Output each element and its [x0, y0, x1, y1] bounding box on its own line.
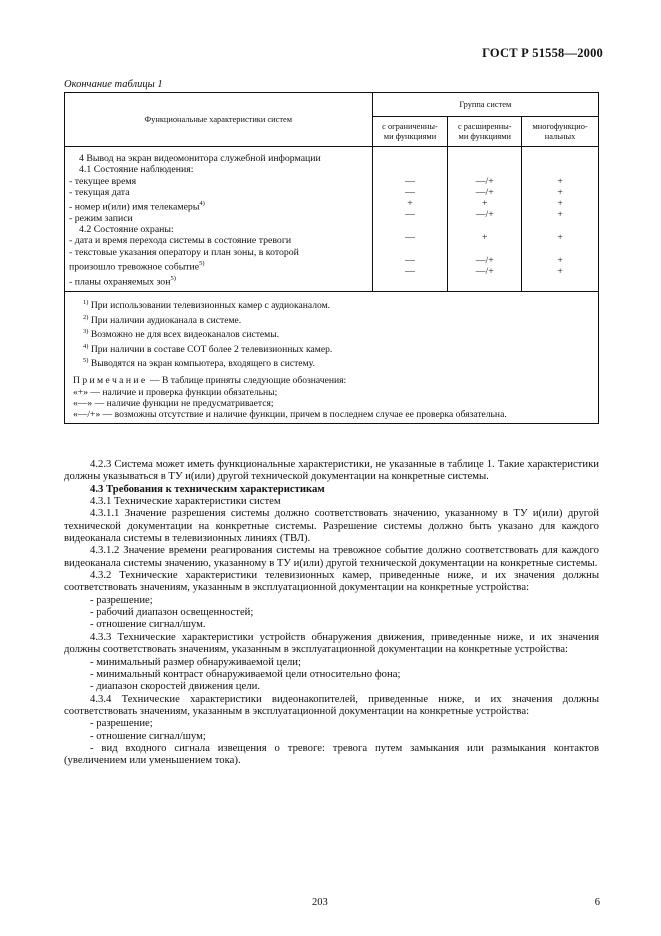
list-4-3-2: [64, 594, 599, 631]
table-cell-mark: [522, 153, 598, 164]
table-row-label: 4.1 Состояние наблюдения:: [79, 164, 194, 176]
table-note: [73, 375, 592, 386]
list-4-3-4: [64, 717, 599, 742]
paragraph-4-3-1-1: 4.3.1.1 Значение разрешения системы должно соответствовать значению, указанному в ТУ и(или) другой технической документации на конкретные системы. Разрешение системы должно быть указано для каждого видеоканала системы в телевизионных линиях (ТВЛ).: [64, 507, 599, 545]
table-cell-mark: +: [557, 232, 563, 244]
footnote: $^{1)}$ При использовании телевизионных камер с аудиоканалом.: [83, 299, 331, 312]
table-cell-mark: +: [557, 175, 563, 187]
table-cell-mark: [522, 221, 598, 232]
marks-multifunctional: [522, 147, 599, 292]
table-cell-mark: +: [557, 198, 563, 210]
table-cell-mark: +: [557, 254, 563, 266]
table-footnotes: [65, 292, 599, 424]
list-item: - диапазон скоростей движения цели.: [90, 680, 260, 693]
paragraph-4-3-2: 4.3.2 Технические характеристики телевизионных камер, приведенные ниже, и их значения должны соответствовать значениям, указанным в эксплуатационной документации на конкретные устройства:: [64, 569, 599, 594]
marks-extended: [448, 147, 522, 292]
footnote: $^{2)}$ При наличии аудиоканала в системе.: [83, 313, 242, 326]
note-line: «—/+» — возможны отсутствие и наличие функции, причем в последнем случае ее проверка обязательна.: [73, 409, 507, 421]
table-row-label: - планы охраняемых зон$^{5)}$: [69, 274, 176, 287]
sub-header-line: нальных: [544, 131, 576, 141]
table-cell-mark: [522, 164, 598, 175]
table-cell-mark: +: [557, 186, 563, 198]
table-cell-mark: [373, 153, 448, 164]
paragraph-4-2-3: 4.2.3 Система может иметь функциональные характеристики, не указанные в таблице 1. Такие характеристики должны указываться в ТУ и(или) другой технической документации на конкретные системы.: [64, 458, 599, 483]
table-cell-mark: [522, 243, 598, 254]
table-cell-mark: —: [405, 232, 415, 244]
sub-header-line: с расширенны-: [457, 121, 512, 131]
sub-header-line: ми функциями: [458, 131, 511, 141]
standard-header: ГОСТ Р 51558—2000: [482, 46, 603, 60]
column-header-extended: [448, 117, 522, 147]
table-cell-mark: [373, 164, 448, 175]
table-row-label: - дата и время перехода системы в состояние тревоги: [69, 235, 292, 247]
table-caption: Окончание таблицы 1: [64, 79, 163, 90]
table-cell-mark: —: [405, 186, 415, 198]
table-row-label: произошло тревожное событие$^{5)}$: [69, 259, 205, 273]
list-item: - минимальный контраст обнаруживаемой цели относительно фона;: [90, 667, 401, 680]
note-line: «—» — наличие функции не предусматривается;: [73, 398, 274, 410]
table-row-label: 4 Вывод на экран видеомонитора служебной информации: [79, 153, 321, 164]
paragraph-4-3-4: 4.3.4 Технические характеристики видеонакопителей, приведенные ниже, и их значения должны соответствовать значениям, указанным в эксплуатационной документации на конкретные устройства:: [64, 692, 599, 717]
paragraph-4-3-1: 4.3.1 Технические характеристики систем: [90, 495, 281, 508]
footnote: $^{5)}$ Выводятся на экран компьютера, входящего в систему.: [83, 357, 315, 370]
table-row-label: - режим записи: [69, 212, 133, 224]
column-header-group: Группа систем: [372, 93, 598, 117]
table-cell-mark: [373, 243, 448, 254]
table-row-label: - текстовые указания оператору и план зоны, в которой: [69, 246, 299, 258]
sub-header-line: многофункцио-: [532, 121, 588, 131]
sub-header-line: ми функциями: [383, 131, 437, 141]
sub-header-line: с ограниченны-: [382, 121, 438, 131]
footnote: $^{4)}$ При наличии в составе СОТ более 2 телевизионных камер.: [83, 342, 333, 355]
table-cell-mark: +: [482, 198, 488, 210]
table-row-label: 4.2 Состояние охраны:: [79, 224, 174, 236]
list-item: - рабочий диапазон освещенностей;: [90, 606, 254, 619]
paragraph-4-3-3: 4.3.3 Технические характеристики устройств обнаружения движения, приведенные ниже, и их значения должны соответствовать значениям, указанным в эксплуатационной документации на конкретные устройства:: [64, 630, 599, 656]
list-item: - отношение сигнал/шум;: [90, 729, 206, 742]
column-header-characteristics: Функциональные характеристики систем: [65, 93, 373, 147]
table-row-label: - текущая дата: [69, 186, 130, 198]
table-cell-mark: +: [557, 265, 563, 277]
table-cell-mark: [448, 153, 521, 164]
table-cell-mark: —/+: [475, 265, 494, 277]
note-line: «+» — наличие и проверка функции обязательны;: [73, 386, 278, 398]
footnote: $^{3)}$ Возможно не для всех видеоканалов системы.: [83, 328, 280, 341]
body-text: [64, 458, 599, 767]
table-cell-mark: +: [407, 198, 413, 210]
table-cell-mark: [448, 221, 521, 232]
list-4-3-3: [64, 656, 599, 693]
table-cell-mark: —/+: [475, 209, 494, 221]
table-cell-mark: —: [405, 209, 415, 221]
table-cell-mark: [448, 164, 521, 175]
list-item: - разрешение;: [90, 593, 153, 606]
table-row-label: - текущее время: [69, 175, 137, 187]
table-cell-mark: [373, 221, 448, 232]
column-header-multifunctional: [522, 117, 599, 147]
table-cell-mark: +: [557, 209, 563, 221]
table-cell-mark: —/+: [475, 254, 494, 266]
table-cell-mark: —: [405, 175, 415, 187]
note-label: Примечание: [73, 375, 148, 387]
column-header-limited: [372, 117, 448, 147]
list-item: - отношение сигнал/шум.: [90, 618, 206, 631]
table-cell-mark: +: [482, 232, 488, 244]
note-intro: — В таблице приняты следующие обозначения:: [147, 375, 347, 387]
table-cell-mark: —: [405, 254, 415, 266]
page-number-right: 6: [594, 897, 600, 908]
table-cell-mark: —/+: [475, 175, 494, 187]
table-cell-mark: —/+: [475, 186, 494, 198]
table-row-label: - номер и(или) имя телекамеры$^{4)}$: [69, 200, 205, 213]
table-cell-mark: [448, 243, 521, 254]
table-cell-mark: —: [405, 265, 415, 277]
list-item: - разрешение;: [90, 717, 153, 730]
heading-4-3: 4.3 Требования к техническим характеристикам: [90, 482, 325, 495]
list-item: - минимальный размер обнаруживаемой цели;: [90, 655, 301, 668]
page-number-center: 203: [312, 897, 328, 908]
table-row-labels: [65, 147, 373, 292]
paragraph-4-3-4-last: - вид входного сигнала извещения о тревоге: тревога путем замыкания или размыкания контактов (увеличением или уменьшением тока).: [64, 741, 599, 767]
marks-limited: [372, 147, 448, 292]
paragraph-4-3-1-2: 4.3.1.2 Значение времени реагирования системы на тревожное событие должно соответствовать для каждого видеоканала системы значению, указанному в ТУ и(или) другой технической документации на конкретные системы.: [64, 544, 599, 569]
functional-characteristics-table: [64, 92, 599, 424]
